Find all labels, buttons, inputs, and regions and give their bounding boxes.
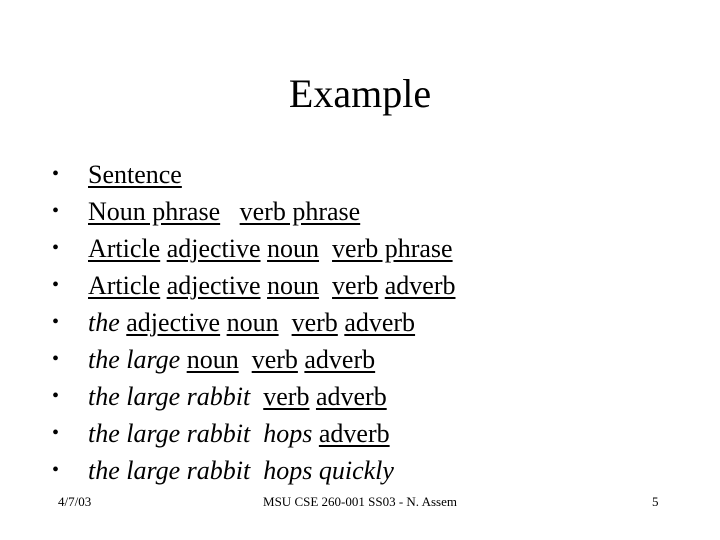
grammar-term: adverb [315,382,387,411]
grammar-term: noun [267,234,320,263]
grammar-term: adverb [384,271,456,300]
bullet-dot-icon: • [52,163,60,185]
grammar-term: verb [251,345,298,374]
bullet-dot-icon: • [52,237,60,259]
word-space [319,234,332,263]
grammar-term: verb phrase [332,234,453,263]
footer-course: MSU CSE 260-001 SS03 - N. Assem [263,494,457,509]
bullet-text [88,230,453,267]
word-space [319,271,332,300]
grammar-term: Article [88,271,161,300]
bullet-text [88,193,360,230]
sentence-word: the large [88,345,181,374]
sentence-word: the large rabbit hops [88,419,313,448]
bullet-text [88,341,375,378]
grammar-term: adverb [318,419,390,448]
bullet-text [88,452,394,489]
grammar-term: Article [88,234,161,263]
grammar-term: verb [332,271,379,300]
word-space [220,197,240,226]
grammar-term: Sentence [88,160,182,189]
bullet-text [88,304,415,341]
grammar-term: Noun phrase [88,197,221,226]
word-space [250,382,263,411]
bullet-dot-icon: • [52,274,60,296]
bullet-text [88,156,182,193]
slide-title: Example [288,71,432,116]
bullet-dot-icon: • [52,348,60,370]
grammar-term: adverb [344,308,416,337]
grammar-term: adjective [166,234,261,263]
grammar-term: adjective [166,271,261,300]
grammar-term: noun [267,271,320,300]
bullet-dot-icon: • [52,200,60,222]
bullet-text [88,378,387,415]
grammar-term: adverb [304,345,376,374]
sentence-word: the large rabbit [88,382,251,411]
footer-date: 4/7/03 [58,494,92,509]
bullet-text [88,415,390,452]
word-space [239,345,252,374]
grammar-term: adjective [126,308,221,337]
page-number: 5 [652,494,659,509]
grammar-term: verb [291,308,338,337]
grammar-term: verb [263,382,310,411]
bullet-dot-icon: • [52,311,60,333]
bullet-dot-icon: • [52,422,60,444]
sentence-word: the [88,308,120,337]
bullet-text [88,267,455,304]
word-space [279,308,292,337]
grammar-term: verb phrase [239,197,361,226]
bullet-dot-icon: • [52,459,60,481]
grammar-term: noun [226,308,279,337]
sentence-word: the large rabbit hops quickly [88,456,394,485]
grammar-term: noun [186,345,239,374]
bullet-dot-icon: • [52,385,60,407]
